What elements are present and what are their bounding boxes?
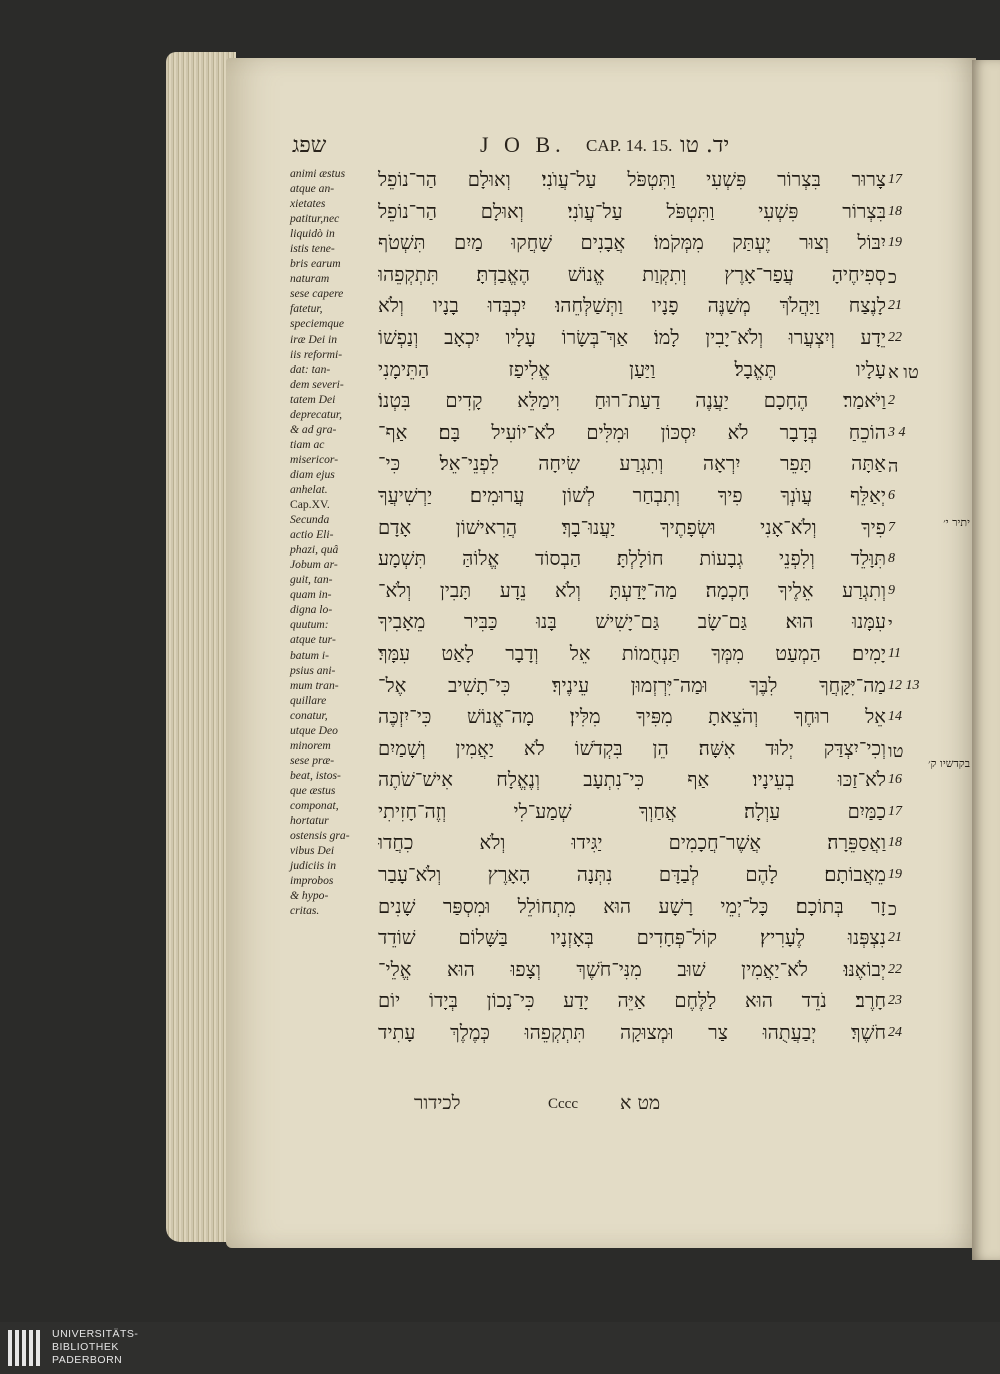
verse-number: 16 bbox=[888, 772, 902, 788]
hebrew-verse-text: יִבּוֹל וְצוּר יֶעְתַּק מִמְּקֹמוֹ׃ אֲבָנִים שָׁחֲקוּ מַיִם תִּשְׁטֹף bbox=[378, 231, 886, 255]
hebrew-verse-text: אַתָּה תָּפֵר יִרְאָה וְתִגְרַע שִׂיחָה לִפְנֵי־אֵל׃ כִּי־ bbox=[378, 452, 886, 476]
hebrew-verse-text: וַאֲסַפֵּרָה׃ אֲשֶׁר־חֲכָמִים יַגִּידוּ וְלֹא כִחֲדוּ bbox=[378, 831, 886, 855]
verse-number: 14 bbox=[888, 709, 902, 725]
verse-number: 3 4 bbox=[888, 424, 906, 440]
gloss-line: tatem Dei bbox=[290, 392, 336, 406]
verse-number: 24 bbox=[888, 1025, 902, 1041]
verse-line bbox=[378, 166, 926, 198]
gloss-line: conatur, bbox=[290, 708, 328, 722]
verse-number: כ bbox=[888, 266, 897, 287]
hebrew-verse-text: זָר בְּתוֹכָם׃ כָּל־יְמֵי רָשָׁע הוּא מִתְחוֹלֵל וּמִסְפַּר שָׁנִים bbox=[378, 894, 886, 918]
hebrew-verse-text: הוֹכֵחַ בְּדָבָר לֹא יִסְכּוֹן וּמִלִּים לֹא־יוֹעִיל בָּם׃ אַף־ bbox=[378, 420, 886, 444]
hebrew-verse-text: יֵדָע וְיִצְעֲרוּ וְלֹא־יָבִין לָמוֹ׃ אַךְ־בְּשָׂרוֹ עָלָיו יִכְאָב וְנַפְשׁוֹ bbox=[378, 325, 886, 349]
verse-number: טו א bbox=[888, 361, 919, 382]
gloss-line: hortatur bbox=[290, 814, 329, 828]
gloss-line: bris earum bbox=[290, 257, 341, 271]
gloss-line: dem severi- bbox=[290, 377, 344, 391]
verse-line bbox=[378, 387, 926, 419]
gloss-line: psius ani- bbox=[290, 663, 336, 677]
verse-number: 17 bbox=[888, 172, 902, 187]
gloss-line: dat: tan- bbox=[290, 362, 331, 376]
masoretic-margin-note: יתיר י׳ bbox=[943, 515, 970, 529]
chapter-label: CAP. 14. 15. bbox=[586, 136, 673, 155]
gloss-line: Cap.XV. bbox=[290, 498, 330, 512]
verse-number: 6 bbox=[888, 487, 895, 503]
gloss-line: phazi, quâ bbox=[290, 543, 339, 557]
gloss-line: improbos bbox=[290, 874, 334, 888]
hebrew-verse-text: מֵאֲבוֹתָם׃ לָהֶם לְבַדָּם נִתְּנָה הָאָרֶץ וְלֹא־עָבַר bbox=[378, 863, 886, 887]
gloss-line: misericor- bbox=[290, 452, 339, 466]
verse-line bbox=[378, 703, 926, 735]
hebrew-verse-text: לָנֶצַח וַיַּהֲלֹךְ מְשַׁנֶּה פָנָיו וַתְּשַׁלְּחֵהוּ׃ יִכְבְּדוּ בָנָיו וְלֹא bbox=[378, 294, 886, 318]
verse-number: 19 bbox=[888, 235, 902, 251]
verse-number: 8 bbox=[888, 551, 895, 567]
hebrew-verse-text: וְכִי־יִצְדַּק יְלוּד אִשָּׁה׃ הֵן בִּקְדֹשׁוֹ לֹא יַאֲמִין וְשָׁמַיִם bbox=[378, 736, 886, 760]
verse-number: 23 bbox=[888, 993, 902, 1009]
gloss-line: minorem bbox=[290, 738, 331, 752]
verse-line bbox=[378, 672, 926, 704]
library-watermark-bar bbox=[0, 1322, 1000, 1374]
gloss-line: atque an- bbox=[290, 182, 335, 196]
gloss-line: iræ Dei in bbox=[290, 332, 338, 346]
verse-line bbox=[378, 545, 926, 577]
gloss-line: Secunda bbox=[290, 513, 330, 527]
verse-line bbox=[378, 987, 926, 1019]
verse-number: 21 bbox=[888, 930, 902, 946]
gloss-line: fatetur, bbox=[290, 302, 323, 316]
hebrew-verse-text: יְבוֹאֶנּוּ׃ לֹא־יַאֲמִין שׁוּב מִנִּי־חֹשֶׁךְ וְצָפוּ הוּא אֱלֵי־ bbox=[378, 957, 886, 981]
gloss-line: beat, istos- bbox=[290, 768, 341, 782]
gloss-line: iis reformi- bbox=[290, 347, 343, 361]
verse-number: כ bbox=[888, 898, 897, 919]
verse-line bbox=[378, 640, 926, 672]
gloss-line: quillare bbox=[290, 693, 327, 707]
hebrew-verse-text: עִמָּנוּ הוּא׃ גַּם־שָׂב גַּם־יָשִׁישׁ בָּנוּ כַּבִּיר מֵאָבִיךָ bbox=[378, 610, 886, 634]
gloss-line: deprecatur, bbox=[290, 407, 343, 421]
hebrew-verse-text: יְאַלֵּף עֲוֺנְךָ פִיךָ וְתִבְחַר לְשׁוֹן עֲרוּמִים׃ יַרְשִׁיעֲךָ bbox=[378, 483, 886, 507]
verse-line bbox=[378, 482, 926, 514]
gloss-line: quutum: bbox=[290, 618, 329, 632]
signature-mark: Cccc bbox=[548, 1096, 578, 1112]
gloss-line: quam in- bbox=[290, 588, 332, 602]
gloss-line: guit, tan- bbox=[290, 573, 333, 587]
verse-number: 18 bbox=[888, 203, 902, 219]
gloss-line: mum tran- bbox=[290, 678, 339, 692]
gloss-line: tiam ac bbox=[290, 437, 325, 451]
library-name-line: PADERBORN bbox=[52, 1354, 123, 1366]
hebrew-verse-text: עָלָיו תֶּאֱבָל׃ וַיַּעַן אֱלִיפַז הַתֵּימָנִי bbox=[378, 357, 886, 381]
hebrew-verse-text: חָרֶב׃ נֹדֵד הוּא לַלֶּחֶם אַיֵּה יָדַע כִּי־נָכוֹן בְּיָדוֹ יוֹם bbox=[378, 989, 886, 1013]
verse-number: 17 bbox=[888, 803, 902, 819]
verse-line bbox=[378, 1019, 926, 1051]
hebrew-verse-text: יָמִים׃ הַמְעַט מִמְּךָ תַּנְחֻמוֹת אֵל וְדָבָר לָאַט עִמָּךְ׃ bbox=[378, 641, 886, 665]
verse-line bbox=[378, 735, 970, 770]
gloss-line: animi æstus bbox=[290, 167, 346, 180]
gloss-line: judiciis in bbox=[290, 859, 337, 873]
verse-line bbox=[378, 893, 926, 925]
hebrew-verse-text: אֵל רוּחֶךָ וְהֹצֵאתָ מִפִּיךָ מִלִּין׃ מָה־אֱנוֹשׁ כִּי־יִזְכֶּה bbox=[378, 705, 886, 729]
gloss-line: atque tur- bbox=[290, 633, 336, 647]
library-name-line: UNIVERSITÄTS- bbox=[52, 1328, 139, 1340]
running-header bbox=[290, 132, 940, 162]
catchword: לכידור bbox=[414, 1092, 461, 1114]
gloss-line: sese capere bbox=[290, 287, 344, 301]
masoretic-margin-note: בקדשיו ק׳ bbox=[928, 756, 970, 770]
verse-number: 22 bbox=[888, 329, 902, 345]
verse-line bbox=[378, 514, 970, 546]
hebrew-verse-text: בִּצְרוֹר פִּשְׁעִי וַתִּטְפֹּל עַל־עֲוֺנִי׃ וְאוּלָם הַר־נוֹפֵל bbox=[378, 199, 886, 223]
verse-number: טו bbox=[888, 740, 904, 761]
library-name-line: BIBLIOTHEK bbox=[52, 1341, 119, 1353]
verse-number: 2 bbox=[888, 393, 895, 409]
verse-number: 21 bbox=[888, 298, 902, 314]
hebrew-signature-mark: מט א bbox=[620, 1092, 661, 1114]
gloss-line: speciemque bbox=[290, 317, 345, 331]
book-title: J O B. bbox=[480, 132, 566, 157]
library-logo-icon bbox=[8, 1330, 42, 1366]
hebrew-chapter-label: יד. טו bbox=[680, 133, 730, 158]
gloss-line: digna lo- bbox=[290, 603, 333, 617]
verse-line bbox=[378, 324, 926, 356]
verse-number: 19 bbox=[888, 867, 902, 883]
verse-line bbox=[378, 861, 926, 893]
gloss-line: ostensis gra- bbox=[290, 829, 350, 843]
gloss-line: sese præ- bbox=[290, 753, 335, 767]
gloss-line: utque Deo bbox=[290, 723, 338, 737]
hebrew-text-column bbox=[378, 166, 970, 1051]
gloss-line: naturam bbox=[290, 272, 330, 286]
gloss-line: que æstus bbox=[290, 783, 336, 797]
page-number: שפג bbox=[292, 133, 327, 158]
gloss-line: Jobum ar- bbox=[290, 558, 338, 572]
verse-line bbox=[378, 198, 926, 230]
hebrew-verse-text: חֹשֶׁךְ׃ יְבַעֲתֻהוּ צַר וּמְצוּקָה תִּתְקְפֵהוּ כְּמֶלֶךְ עָתִיד bbox=[378, 1021, 886, 1045]
verse-number: 9 bbox=[888, 582, 895, 598]
hebrew-verse-text: כַמַּיִם עַוְלָה׃ אֲחַוְךָ שְׁמַע־לִי וְזֶה־חָזִיתִי bbox=[378, 799, 886, 823]
verse-line bbox=[378, 798, 926, 830]
verse-line bbox=[378, 608, 926, 640]
verse-line bbox=[378, 261, 926, 293]
gloss-line: actio Eli- bbox=[290, 528, 334, 542]
gloss-line: vibus Dei bbox=[290, 844, 335, 858]
hebrew-verse-text: פִיךָ וְלֹא־אָנִי וּשְׂפָתֶיךָ יַעֲנוּ־בָךְ׃ הֲרִאישׁוֹן אָדָם bbox=[378, 515, 886, 539]
verse-line bbox=[378, 229, 926, 261]
gloss-line: istis tene- bbox=[290, 242, 335, 256]
verse-line bbox=[378, 766, 926, 798]
verse-number: 18 bbox=[888, 835, 902, 851]
gloss-line: patitur,nec bbox=[290, 212, 340, 226]
gloss-line: diam ejus bbox=[290, 467, 335, 481]
facing-page-edge bbox=[972, 60, 1000, 1260]
hebrew-verse-text: תִּוָּלֵד וְלִפְנֵי גְבָעוֹת חוֹלָלְתָּ׃ הַבְסוֹד אֱלוֹהַּ תִּשְׁמָע bbox=[378, 547, 886, 571]
gloss-line: anhelat. bbox=[290, 482, 328, 496]
hebrew-verse-text: מַה־יִּקָּחֲךָ לִבֶּךָ וּמַה־יִּרְזְמוּן עֵינֶיךָ׃ כִּי־תָשִׁיב אֶל־ bbox=[378, 673, 886, 697]
verse-number: 22 bbox=[888, 961, 902, 977]
verse-line bbox=[378, 450, 926, 482]
hebrew-verse-text: צָרוּר בִּצְרוֹר פִּשְׁעִי וַתִּטְפֹּל עַל־עֲוֺנִי׃ וְאוּלָם הַר־נוֹפֵל bbox=[378, 168, 886, 191]
hebrew-verse-text: לֹא־זַכּוּ בְעֵינָיו׃ אַף כִּי־נִתְעָב וְנֶאֱלָח אִישׁ־שֹׁתֶה bbox=[378, 768, 886, 792]
verse-line bbox=[378, 419, 926, 451]
hebrew-verse-text: נִצְפְּנוּ לֶעָרִיץ׃ קוֹל־פְּחָדִים בְּאָזְנָיו בַּשָּׁלוֹם שׁוֹדֵד bbox=[378, 926, 886, 950]
page-footer bbox=[400, 1092, 690, 1122]
gloss-line: batum i- bbox=[290, 648, 329, 662]
gloss-line: componat, bbox=[290, 798, 339, 812]
verse-number: 12 13 bbox=[888, 677, 920, 693]
hebrew-verse-text: וְתִגְרַע אֵלֶיךָ חָכְמָה׃ מַה־יָּדַעְתָּ וְלֹא נֵדָע תָּבִין וְלֹא־ bbox=[378, 578, 886, 602]
verse-number: 7 bbox=[888, 519, 895, 535]
verse-line bbox=[378, 829, 926, 861]
verse-line bbox=[378, 356, 926, 388]
gloss-line: & hypo- bbox=[290, 889, 329, 903]
library-name bbox=[52, 1328, 138, 1367]
verse-line bbox=[378, 577, 926, 609]
verse-number: י bbox=[888, 614, 893, 635]
verse-line bbox=[378, 292, 926, 324]
verse-number: ה bbox=[888, 456, 899, 477]
gloss-line: liquidò in bbox=[290, 227, 335, 241]
hebrew-verse-text: סְפִיחֶיהָ עֲפַר־אָרֶץ וְתִקְוַת אֱנוֹשׁ הֶאֱבַדְתָּ׃ תִּתְקְפֵהוּ bbox=[378, 262, 886, 286]
verse-number: 11 bbox=[888, 645, 901, 661]
latin-marginal-gloss bbox=[290, 166, 374, 918]
verse-line bbox=[378, 956, 926, 988]
hebrew-verse-text: וַיֹּאמַר׃ הֶחָכָם יַעֲנֶה דַעַת־רוּחַ וִימַלֵּא קָדִים בִּטְנוֹ׃ bbox=[378, 389, 886, 413]
verse-line bbox=[378, 924, 926, 956]
gloss-line: xietates bbox=[290, 197, 326, 211]
gloss-line: & ad gra- bbox=[290, 422, 337, 436]
gloss-line: critas. bbox=[290, 904, 320, 918]
